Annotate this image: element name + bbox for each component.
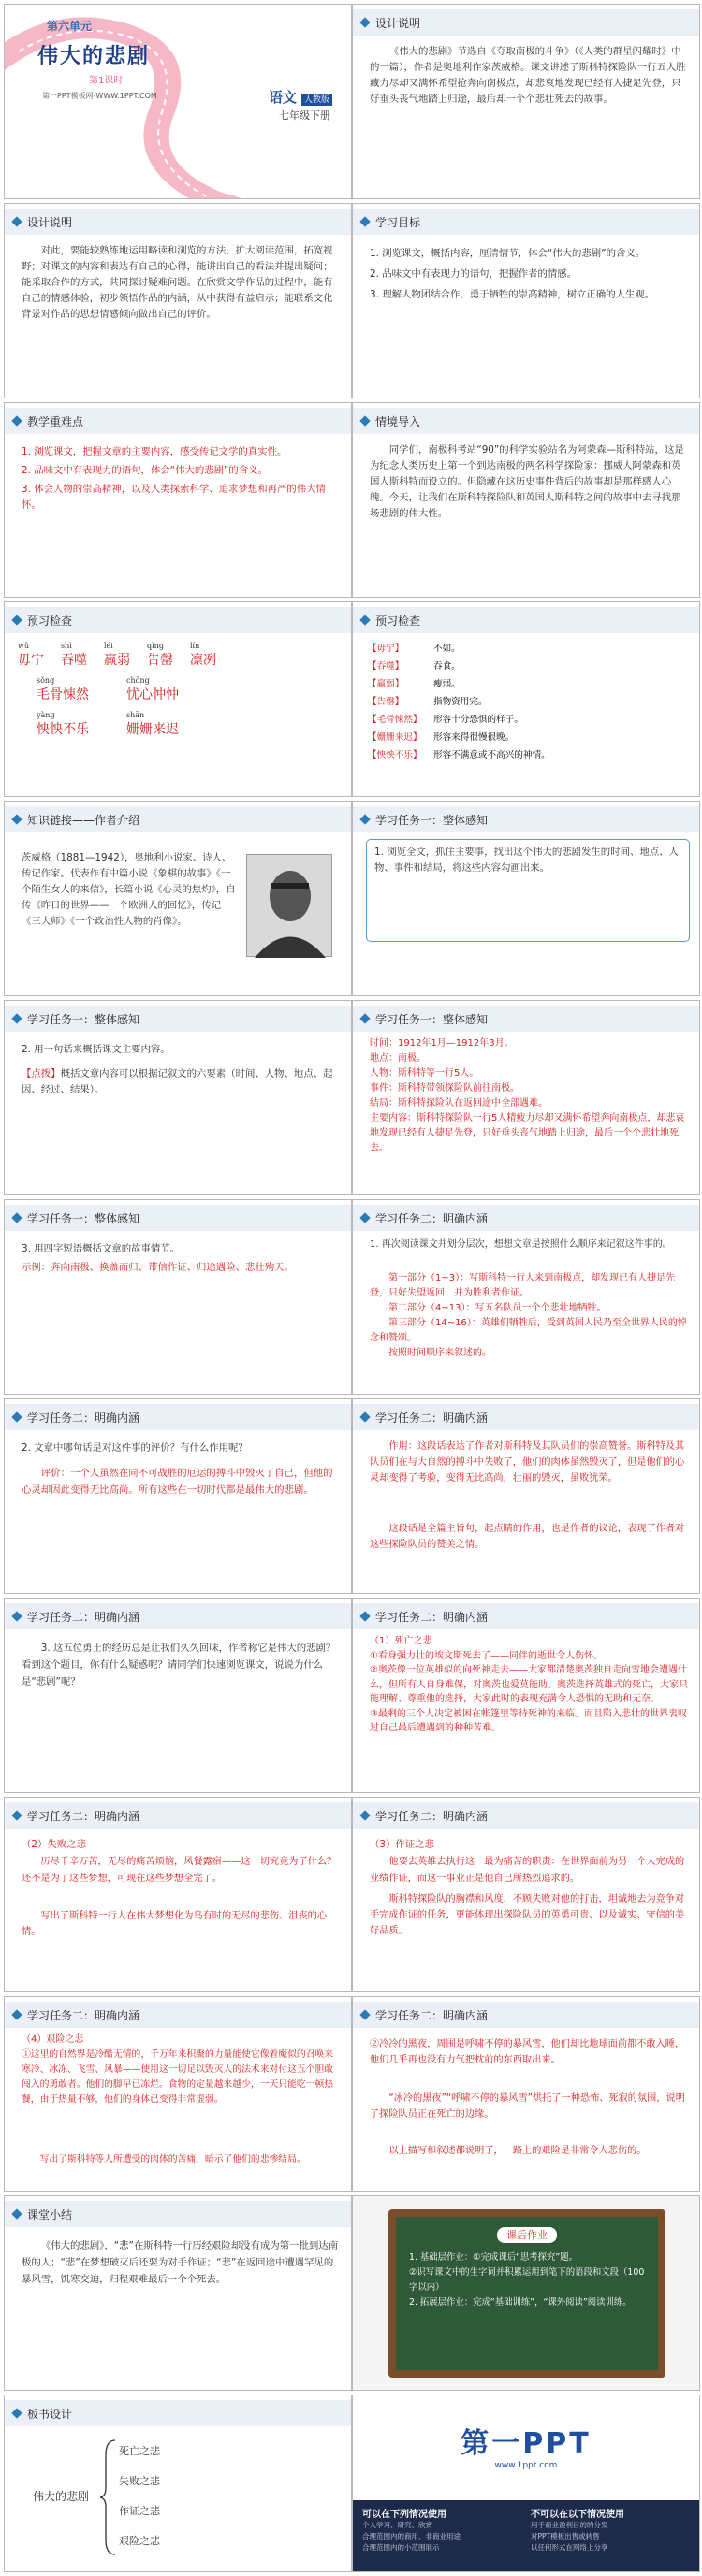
slide-header: 学习任务一：整体感知: [5, 1006, 351, 1032]
slide-board: [4, 2395, 352, 2572]
portrait-icon: [247, 855, 333, 958]
slide-header: 课堂小结: [5, 2201, 351, 2227]
diamond-icon: [11, 1411, 22, 1422]
slide-author: [4, 801, 352, 996]
answer-text: 作用：这段话表达了作者对斯科特及其队员们的崇高赞誉。斯科特及其队员们在与大自然的搏斗中失败了，他们的肉体虽然毁灭了，但是他们的心灵却变得了考验，变得无比高尚，壮丽的毁灭，虽败犹荣。: [370, 1441, 685, 1483]
subheading: （2）失败之悲: [22, 1839, 86, 1850]
author-portrait: [246, 854, 332, 957]
unit-label: 第六单元: [47, 20, 93, 33]
slide-task2-e: [352, 1598, 700, 1793]
grade-label: 七年级下册: [279, 109, 330, 122]
lesson-label: 第1课时: [89, 76, 124, 86]
diamond-icon: [11, 1013, 22, 1023]
cover-title: 伟大的悲剧: [37, 45, 151, 68]
quote-text: 历尽千辛万苦，无尽的痛苦烦恼，风餐露宿——这一切究竟为了什么？还不是为了这些梦想，可现在这些梦想全完了。: [22, 1857, 337, 1884]
list-item: 1. 浏览课文，概括内容，厘清情节，体会“伟大的悲剧”的含义。: [370, 248, 646, 259]
list-item: 第二部分（4~13）：写五名队员一个个悲壮地牺牲。: [388, 1303, 607, 1313]
diamond-icon: [11, 814, 22, 824]
url-label: 第一PPT模板网-WWW.1PPT.COM: [42, 92, 157, 100]
slide-end: [352, 2395, 700, 2572]
list-item: 2. 品味文中有表现力的语句，把握作者的情感。: [370, 268, 578, 280]
word-item: yàng 怏怏不乐: [37, 711, 89, 737]
board-root: 伟大的悲剧: [33, 2490, 90, 2503]
list-item: 事件：斯科特带领探险队前往南极。: [370, 1083, 519, 1093]
diamond-icon: [11, 2208, 22, 2219]
slide-header: 学习任务一：整体感知: [353, 806, 699, 832]
diamond-icon: [359, 615, 370, 625]
slide-header: 板书设计: [5, 2400, 351, 2426]
slide-task1-c: [352, 1000, 700, 1195]
word-item: wǔ 毋宁: [18, 642, 44, 668]
list-item: 失败之悲: [119, 2475, 160, 2487]
subject-badge: 语文 人教版: [269, 87, 332, 107]
diamond-icon: [11, 2009, 22, 2019]
diamond-icon: [11, 415, 22, 426]
slide-goals: [352, 203, 700, 398]
subheading: （3）作证之悲: [370, 1839, 434, 1850]
slide-summary: [4, 2195, 352, 2391]
list-item: 第三部分（14~16）：英雄们牺牲后，受到英国人民乃至全世界人民的悼念和赞颂。: [370, 1318, 687, 1343]
slide-task2-c: [352, 1398, 700, 1594]
answer-text-2: 以上描写和叙述都说明了，一路上的艰险是非常令人悲伤的。: [388, 2146, 647, 2156]
brace-icon: [98, 2437, 117, 2558]
slide-header: 学习目标: [353, 209, 699, 235]
answer-text: 示例：奔向南极、换盖而归、带信作证、归途遇险、悲壮殉天。: [22, 1262, 294, 1273]
question-text: 1. 再次阅读课文并划分层次，想想文章是按照什么顺序来记叙这件事的。: [370, 1239, 672, 1250]
element-list: [370, 1036, 688, 1156]
slide-header: 学习任务二：明确内涵: [5, 2002, 351, 2028]
list-item: 第一部分（1~3）：写斯科特一行人来到南极点，却发现已有人捷足先登，只好失望返回，并为胜利者作证。: [370, 1273, 676, 1298]
list-item: ②识写课文中的生字词并积累运用到笔下的语段和文段（100字以内）: [409, 2267, 645, 2293]
diamond-icon: [11, 1611, 22, 1621]
word-item: lín 凛冽: [190, 642, 216, 668]
slide-header: 设计说明: [353, 9, 699, 36]
board-branches: [119, 2437, 160, 2556]
list-item: 艰险之悲: [119, 2535, 160, 2547]
list-item: 2. 品味文中有表现力的语句，体会“伟大的悲剧”的含义。: [22, 465, 268, 476]
slide-header: 预习检查: [5, 607, 351, 633]
slide-key-points: [4, 402, 352, 598]
list-item: ③最剩的三个人决定被困在帐篷里等待死神的来临。而且陷入悲壮的世界衷叹过自己最后遭遇到的种种苦难。: [370, 1708, 687, 1733]
answer-text: 写出了斯科特等人所遭受的肉体的苦痛，暗示了他们的悲惨结局。: [39, 2154, 306, 2164]
word-item: sǒng 毛骨悚然: [37, 676, 89, 702]
slide-preview-defs: [352, 601, 700, 797]
goal-list: [370, 245, 688, 303]
diamond-icon: [359, 814, 370, 824]
table-row: 【怏怏不乐】 形容不满意或不高兴的神情。: [368, 750, 550, 760]
list-item: 作证之悲: [119, 2505, 160, 2517]
task-box: 1. 浏览全文，抓住主要事，找出这个伟大的悲剧发生的时间、地点、人物、事件和结局，将这些内容勾画出来。: [366, 839, 690, 942]
word-item: léi 羸弱: [104, 642, 130, 668]
table-row: 【毋宁】 不如。: [368, 644, 461, 654]
slide-homework: [352, 2195, 700, 2391]
def-table: [368, 640, 688, 764]
slide-task1-a: [352, 801, 700, 996]
list-item: ②奥茨像一位英雄似的向死神走去——大家都清楚奥茨独自走向雪地会遭遇什么，但所有人自身难保，对奥茨也爱莫能助。奥茨选择英雄式的死亡，大家只能理解、尊重他的选择，大家此时的表现充满令人恐惧的无助和无奈。: [370, 1665, 688, 1704]
diamond-icon: [359, 2009, 370, 2019]
answer-text-2: 这段话是全篇主旨句，起点睛的作用，也是作者的议论，表现了作者对这些探险队员的赞美之情。: [370, 1524, 685, 1550]
list-item: 2. 拓展层作业：完成“基础训练”，“课外阅读”阅读训练。: [409, 2297, 632, 2308]
homework-list: [409, 2250, 649, 2310]
list-item: 主要内容：斯科特探险队一行5人精疲力尽却又满怀希望奔向南极点，却悲哀地发现已经有人捷足先登，只好垂头丧气地踏上归途，最后一个个悲壮地死去。: [370, 1113, 685, 1153]
table-row: 【毛骨悚然】 形容十分恐惧的样子。: [368, 715, 523, 725]
diamond-icon: [359, 415, 370, 426]
slide-header: 设计说明: [5, 209, 351, 235]
slide-task2-f: [4, 1797, 352, 1992]
design-text: 对此，要能较熟练地运用略读和浏览的方法，扩大阅读范围，拓宽视野；对课文的内容和表达有自己的心得，能讲出自己的看法并提出疑问；能采取合作的方式，共同探讨疑难问题。在欣赏文学作品的过程中，能有自己的情感体验，初步领悟作品的内涵，从中获得有益启示；能联系文化背景对作品的思想情感倾向做出自己的评价。: [22, 245, 333, 320]
diamond-icon: [11, 216, 22, 226]
diamond-icon: [11, 615, 22, 625]
list-item: 3. 理解人物团结合作、勇于牺牲的崇高精神，树立正确的人生观。: [370, 289, 655, 300]
list-item: 3. 体会人物的崇高精神，以及人类探索科学、追求梦想和再严的伟大情怀。: [22, 484, 326, 511]
question-text: 2. 用一句话来概括课文主要内容。: [22, 1044, 170, 1055]
diamond-icon: [359, 216, 370, 226]
diamond-icon: [359, 1810, 370, 1820]
list-item: 1. 基础层作业：①完成课后“思考探究”题。: [409, 2252, 578, 2263]
allowed-col: 可以在下列情况使用 个人学习、研究、欣赏 合理范围内的商用、非商业用途 合理范围内的小范围展示: [362, 2510, 461, 2552]
slide-header: 知识链接——作者介绍: [5, 806, 351, 832]
quote-text: 评价：一个人虽然在同不可战胜的厄运的搏斗中毁灭了自己，但他的心灵却因此变得无比高尚。所有这些在一切时代都是最伟大的悲剧。: [22, 1468, 333, 1496]
quote-text: ②冷冷的黑夜，周围是呼啸不停的暴风雪，他们却比地球面前都不敢入睡，他们几乎再也没有力气把枕前的东西取出来。: [370, 2039, 685, 2065]
forbidden-col: 不可以在以下情况使用 用于商业盈利目的的分发 对PPT模板出售或转售 以任何形式在网络上分享: [531, 2510, 624, 2552]
word-item: shān 姗姗来迟: [126, 711, 179, 737]
blackboard: [396, 2217, 658, 2370]
word-grid: [18, 642, 345, 738]
diamond-icon: [359, 1411, 370, 1422]
answer-text: “冰冷的黑夜”“呼啸不停的暴风雪”烘托了一种恐怖、死寂的氛围，说明了探险队员正在死亡的边缘。: [370, 2093, 685, 2120]
slide-design-2: [4, 203, 352, 398]
diamond-icon: [11, 1212, 22, 1223]
question-text: 3. 用四字短语概括文章的故事情节。: [22, 1243, 181, 1254]
part-list: [370, 1271, 688, 1361]
slide-design-1: [352, 4, 700, 199]
slide-task1-d: [4, 1199, 352, 1395]
slide-header: 学习任务二：明确内涵: [5, 1603, 351, 1629]
slide-header: 学习任务二：明确内涵: [353, 1404, 699, 1430]
homework-title: 课后作业: [497, 2227, 557, 2243]
author-text: 茨威格（1881—1942），奥地利小说家、诗人、传记作家。代表作有中篇小说《象棋的故事》《一个陌生女人的来信》，长篇小说《心灵的焦灼》，自传《昨日的世界——一个欧洲人的回忆》，传记《三大师》《一个政治性人物的肖像》。: [22, 852, 236, 927]
slide-header: 学习任务一：整体感知: [353, 1006, 699, 1032]
ppt-url: www.1ppt.com: [494, 2461, 558, 2470]
quote-text: ①这里的自然界是冷酷无情的，千万年来积聚的力量能使它像着魔似的召唤来寒冷、冰冻、飞雪、风暴——使用这一切足以毁灭人的法术来对付这五个胆敢闯入的勇敢者。他们的脚早已冻烂。食物的定量越来越少，一天只能吃一顿热餐，由于热量不够，他们的身体已变得非常虚弱。: [22, 2049, 334, 2105]
slide-task2-b: [4, 1398, 352, 1594]
answer-text: 写出了斯科特一行人在伟大梦想化为乌有时的无尽的悲伤、沮丧的心情。: [22, 1911, 328, 1937]
blackboard-frame: [388, 2209, 665, 2378]
list-item: 按照时间顺序来叙述的。: [388, 1348, 491, 1358]
tip-text: 【点拨】概括文章内容可以根据记叙文的六要素（时间、人物、地点、起因、经过、结果）。: [22, 1068, 333, 1095]
word-item: qìng 告罄: [147, 642, 173, 668]
slide-task2-i: [352, 1996, 700, 2192]
slide-task1-b: [4, 1000, 352, 1195]
slide-header: 预习检查: [353, 607, 699, 633]
list-item: 人物：斯科特等一行5人。: [370, 1068, 479, 1078]
question-text: 3. 这五位勇士的经历总是让我们久久回味，作者称它是伟大的悲剧？看到这个题目，你有什么疑惑呢？请同学们快速浏览课文，说说为什么是“悲剧”呢？: [22, 1643, 336, 1687]
slide-cover: [4, 4, 352, 199]
subheading: （1）死亡之悲: [370, 1636, 432, 1646]
diamond-icon: [11, 1810, 22, 1820]
slide-task2-g: [352, 1797, 700, 1992]
diamond-icon: [359, 1611, 370, 1621]
design-text: 《伟大的悲剧》节选自《夺取南极的斗争》（《人类的群星闪耀时》中的一篇），作者是奥地利作家茨威格。课文讲述了斯科特探险队一行五人胜藏力尽却又满怀希望抢奔向南极点，却悲哀地发现已经有人捷足先登，只好垂头丧气地踏上归途，最后却一个个悲壮死去的故事。: [370, 46, 686, 105]
list-item: 地点：南极。: [370, 1053, 426, 1064]
slide-header: 学习任务二：明确内涵: [353, 1603, 699, 1629]
slide-header: 学习任务二：明确内涵: [353, 2002, 699, 2028]
slide-header: 学习任务二：明确内涵: [353, 1205, 699, 1231]
slide-header: 学习任务二：明确内涵: [353, 1802, 699, 1829]
slide-task2-h: [4, 1996, 352, 2192]
slide-header: 情境导入: [353, 408, 699, 434]
word-item: chōng 忧心忡忡: [126, 676, 179, 702]
subheading: （4）艰险之悲: [22, 2034, 84, 2045]
key-list: [22, 444, 340, 514]
list-item: 时间：1912年1月—1912年3月。: [370, 1038, 514, 1049]
list-item: ①看身强力壮的埃文斯死去了——同伴的逝世令人伤怀。: [370, 1650, 603, 1661]
diamond-icon: [359, 1013, 370, 1023]
table-row: 【羸弱】 瘦弱。: [368, 679, 461, 689]
table-row: 【吞噬】 吞食。: [368, 661, 461, 672]
slide-header: 学习任务二：明确内涵: [5, 1802, 351, 1829]
slide-intro: [352, 402, 700, 598]
ppt-logo: 第一PPT: [461, 2427, 592, 2460]
list-item: 1. 浏览课文，把握文章的主要内容，感受传记文学的真实性。: [22, 446, 287, 457]
slide-header: 学习任务一：整体感知: [5, 1205, 351, 1231]
slide-header: 教学重难点: [5, 408, 351, 434]
slide-task2-a: [352, 1199, 700, 1395]
slide-preview-words: [4, 601, 352, 797]
death-list: [370, 1634, 688, 1736]
list-item: 死亡之悲: [119, 2445, 160, 2457]
word-item: shì 吞噬: [61, 642, 87, 668]
answer-text: 斯科特探险队的胸襟和风度，不顾失败对他的打击，坦诚地去为竞争对手完成作证的任务，更能体现出探险队员的英勇可贵、以及诚实、守信的美好品质。: [370, 1894, 685, 1936]
table-row: 【告罄】 指物资用完。: [368, 697, 488, 707]
slide-task2-d: [4, 1598, 352, 1793]
intro-text: 同学们，南极科考站“90”的科学实验站名为阿蒙森—斯科特站，这是为纪念人类历史上第一个到达南极的两名科学探险家：挪威人阿蒙森和英国人斯科特而设立的。但隐藏在这历史事件背后的故事却是那样感人心魄。今天，让我们在斯科特探险队和英国人斯科特之间的故事中去寻找那场悲剧的伟大性。: [370, 444, 684, 519]
license-panel: [353, 2500, 699, 2572]
slide-header: 学习任务二：明确内涵: [5, 1404, 351, 1430]
question-text: 2. 文章中哪句话是对这件事的评价？有什么作用呢？: [22, 1442, 248, 1454]
quote-text: 他要去英雄去执行这一最为痛苦的职责：在世界面前为另一个人完成的业绩作证，而这一事业正是他自己所热烈追求的。: [370, 1857, 685, 1884]
diamond-icon: [359, 1212, 370, 1223]
table-row: 【姗姗来迟】 形容来得很慢很晚。: [368, 732, 515, 743]
diamond-icon: [359, 17, 370, 27]
diamond-icon: [11, 2408, 22, 2418]
summary-text: 《伟大的悲剧》，“悲”在斯科特一行历经艰险却没有成为第一批到达南极的人；“悲”在梦想破灭后还要为对手作证；“悲”在返回途中遭遇罕见的暴风雪，饥寒交迫，归程艰难最后一个个死去。: [22, 2240, 339, 2285]
list-item: 结局：斯科特探险队在返回途中全部遇难。: [370, 1098, 548, 1108]
